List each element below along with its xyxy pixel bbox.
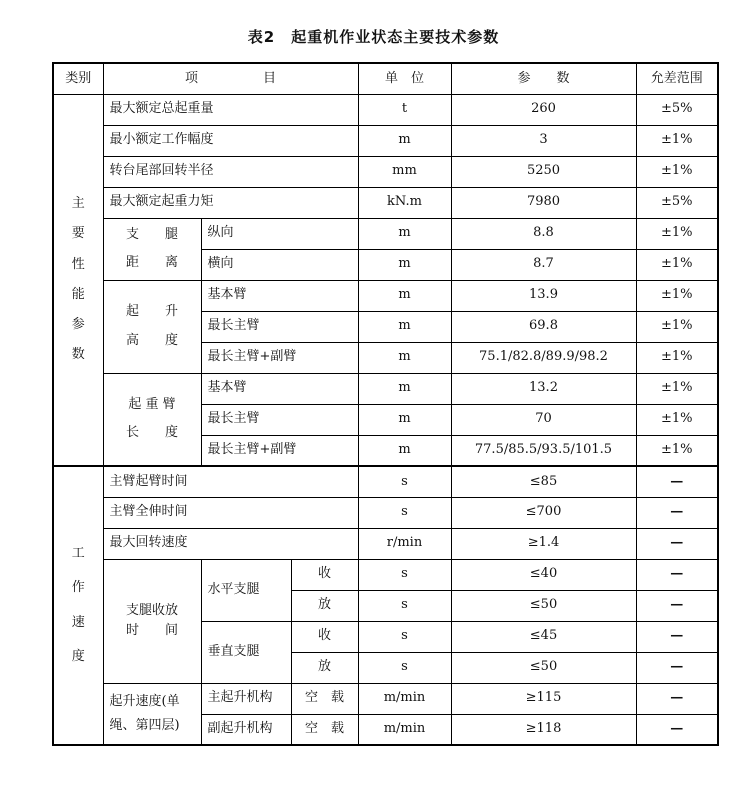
table-title: 表2 起重机作业状态主要技术参数 [247, 28, 500, 46]
table-row [53, 187, 718, 218]
tolerance-cell: — [636, 528, 718, 559]
item-cell: 横向 [201, 249, 358, 280]
unit-cell: m/min [358, 683, 451, 714]
unit-cell: m [358, 342, 451, 373]
param-cell: 7980 [451, 187, 636, 218]
group-lift-height: 起 升 高 度 [103, 280, 201, 373]
param-cell: 8.8 [451, 218, 636, 249]
unit-cell: m [358, 249, 451, 280]
tolerance-cell: — [636, 590, 718, 621]
item-cell: 放 [291, 590, 358, 621]
item-cell: 最长主臂+副臂 [201, 435, 358, 466]
col-item: 项 目 [103, 63, 358, 94]
group-outrigger-time: 支腿收放 时 间 [103, 559, 201, 683]
unit-cell: s [358, 466, 451, 497]
param-cell: ≤50 [451, 590, 636, 621]
unit-cell: mm [358, 156, 451, 187]
tolerance-cell: ±1% [636, 280, 718, 311]
item-cell: 收 [291, 559, 358, 590]
unit-cell: m [358, 280, 451, 311]
unit-cell: m [358, 125, 451, 156]
table-row [53, 156, 718, 187]
unit-cell: s [358, 559, 451, 590]
param-cell: 13.2 [451, 373, 636, 404]
table-row [53, 373, 718, 404]
unit-cell: m [358, 373, 451, 404]
param-cell: ≤40 [451, 559, 636, 590]
table-row [53, 466, 718, 497]
group-leg-distance: 支 腿 距 离 [103, 218, 201, 280]
section-speed: 工 作 速 度 [53, 466, 103, 745]
unit-cell: s [358, 590, 451, 621]
table-row [53, 94, 718, 125]
tolerance-cell: ±1% [636, 125, 718, 156]
param-cell: 70 [451, 404, 636, 435]
tolerance-cell: — [636, 714, 718, 745]
param-cell: 13.9 [451, 280, 636, 311]
param-cell: 260 [451, 94, 636, 125]
subgroup-aux-hoist: 副起升机构 [201, 714, 291, 745]
param-cell: ≤700 [451, 497, 636, 528]
param-cell: 75.1/82.8/89.9/98.2 [451, 342, 636, 373]
param-cell: ≤85 [451, 466, 636, 497]
tolerance-cell: — [636, 683, 718, 714]
table-row [53, 125, 718, 156]
tolerance-cell: — [636, 652, 718, 683]
item-cell: 转台尾部回转半径 [103, 156, 358, 187]
tolerance-cell: ±1% [636, 249, 718, 280]
tolerance-cell: ±5% [636, 187, 718, 218]
unit-cell: s [358, 652, 451, 683]
col-category: 类别 [53, 63, 103, 94]
item-cell: 最大回转速度 [103, 528, 358, 559]
col-param: 参 数 [451, 63, 636, 94]
unit-cell: s [358, 497, 451, 528]
tolerance-cell: — [636, 497, 718, 528]
item-cell: 空 载 [291, 683, 358, 714]
param-cell: 69.8 [451, 311, 636, 342]
tolerance-cell: ±1% [636, 218, 718, 249]
subgroup-main-hoist: 主起升机构 [201, 683, 291, 714]
param-cell: ≥118 [451, 714, 636, 745]
tolerance-cell: ±1% [636, 373, 718, 404]
item-cell: 纵向 [201, 218, 358, 249]
item-cell: 空 载 [291, 714, 358, 745]
item-cell: 最长主臂+副臂 [201, 342, 358, 373]
col-unit: 单 位 [358, 63, 451, 94]
tolerance-cell: ±5% [636, 94, 718, 125]
table-row [53, 528, 718, 559]
table-row [53, 497, 718, 528]
unit-cell: m [358, 404, 451, 435]
unit-cell: m [358, 435, 451, 466]
tolerance-cell: — [636, 621, 718, 652]
table-row [53, 280, 718, 311]
param-cell: ≤45 [451, 621, 636, 652]
group-boom-length: 起 重 臂 长 度 [103, 373, 201, 466]
spec-table [52, 62, 719, 746]
param-cell: 5250 [451, 156, 636, 187]
item-cell: 主臂全伸时间 [103, 497, 358, 528]
item-cell: 基本臂 [201, 373, 358, 404]
item-cell: 收 [291, 621, 358, 652]
item-cell: 放 [291, 652, 358, 683]
unit-cell: m [358, 311, 451, 342]
unit-cell: s [358, 621, 451, 652]
subgroup-horizontal: 水平支腿 [201, 559, 291, 621]
item-cell: 最大额定总起重量 [103, 94, 358, 125]
tolerance-cell: ±1% [636, 342, 718, 373]
header-row [53, 63, 718, 94]
unit-cell: kN.m [358, 187, 451, 218]
item-cell: 最小额定工作幅度 [103, 125, 358, 156]
item-cell: 基本臂 [201, 280, 358, 311]
unit-cell: m [358, 218, 451, 249]
param-cell: 3 [451, 125, 636, 156]
param-cell: ≥1.4 [451, 528, 636, 559]
param-cell: 77.5/85.5/93.5/101.5 [451, 435, 636, 466]
item-cell: 最长主臂 [201, 311, 358, 342]
table-row [53, 559, 718, 590]
param-cell: ≤50 [451, 652, 636, 683]
col-tolerance: 允差范围 [636, 63, 718, 94]
table-row [53, 683, 718, 714]
item-cell: 最长主臂 [201, 404, 358, 435]
param-cell: ≥115 [451, 683, 636, 714]
param-cell: 8.7 [451, 249, 636, 280]
subgroup-vertical: 垂直支腿 [201, 621, 291, 683]
unit-cell: m/min [358, 714, 451, 745]
tolerance-cell: ±1% [636, 435, 718, 466]
tolerance-cell: ±1% [636, 311, 718, 342]
unit-cell: t [358, 94, 451, 125]
section-performance: 主 要 性 能 参 数 [53, 94, 103, 466]
tolerance-cell: — [636, 466, 718, 497]
tolerance-cell: ±1% [636, 404, 718, 435]
tolerance-cell: ±1% [636, 156, 718, 187]
unit-cell: r/min [358, 528, 451, 559]
item-cell: 主臂起臂时间 [103, 466, 358, 497]
table-row [53, 218, 718, 249]
tolerance-cell: — [636, 559, 718, 590]
item-cell: 最大额定起重力矩 [103, 187, 358, 218]
group-hoist-speed: 起升速度(单 绳、第四层) [103, 683, 201, 745]
